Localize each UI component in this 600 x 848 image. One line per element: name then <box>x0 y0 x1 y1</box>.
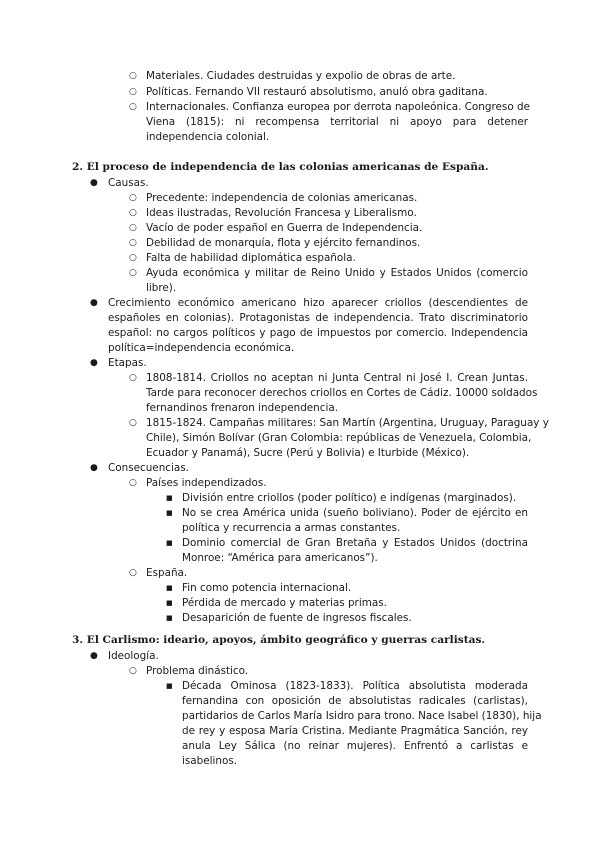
list-item-cont: fernandina con oposición de absolutistas radicales (carlistas), <box>182 695 528 707</box>
bullet-circle: ○ <box>129 418 137 428</box>
bullet-circle: ○ <box>129 223 137 233</box>
bullet-disc: ● <box>90 463 98 473</box>
list-item: 1815-1824. Campañas militares: San Martín (Argentina, Uruguay, Paraguay y <box>146 417 549 429</box>
bullet-circle: ○ <box>129 193 137 203</box>
list-item-cont: fernandinos frenaron independencia. <box>146 402 339 414</box>
list-item-cont: política=independencia económica. <box>108 342 295 354</box>
bullet-disc: ● <box>90 178 98 188</box>
bullet-square: ■ <box>166 682 173 690</box>
list-item-cont: de rey y esposa María Cristina. Mediante Pragmática Sanción, rey <box>182 725 528 737</box>
list-item: Etapas. <box>108 357 147 369</box>
list-item: No se crea América unida (sueño boliviano). Poder de ejército en <box>182 507 528 519</box>
bullet-square: ■ <box>166 539 173 547</box>
bullet-circle: ○ <box>129 71 137 81</box>
list-item-cont: independencia colonial. <box>146 131 270 143</box>
bullet-circle: ○ <box>129 253 137 263</box>
list-item: Crecimiento económico americano hizo aparecer criollos (descendientes de <box>108 297 528 309</box>
list-item: Consecuencias. <box>108 462 189 474</box>
list-item: Precedente: independencia de colonias americanas. <box>146 192 418 204</box>
list-item: Debilidad de monarquía, flota y ejército fernandinos. <box>146 237 421 249</box>
list-item-cont: partidarios de Carlos María Isidro para trono. Nace Isabel (1830), hija <box>182 710 542 722</box>
list-item: División entre criollos (poder político) e indígenas (marginados). <box>182 492 517 504</box>
bullet-disc: ● <box>90 651 98 661</box>
list-item: Ayuda económica y militar de Reino Unido y Estados Unidos (comercio <box>146 267 528 279</box>
list-item: Dominio comercial de Gran Bretaña y Estados Unidos (doctrina <box>182 537 528 549</box>
list-item: Políticas. Fernando VII restauró absolutismo, anuló obra gaditana. <box>146 86 488 98</box>
list-item: Vacío de poder español en Guerra de Independencia. <box>146 222 423 234</box>
list-item-cont: política y recurrencia a armas constantes. <box>182 522 401 534</box>
list-item: Internacionales. Confianza europea por derrota napoleónica. Congreso de <box>146 101 530 113</box>
list-item: Pérdida de mercado y materias primas. <box>182 597 387 609</box>
list-item: Ideología. <box>108 650 159 662</box>
bullet-square: ■ <box>166 494 173 502</box>
list-item-cont: Ecuador y Panamá), Sucre (Perú y Bolivia) e Iturbide (México). <box>146 447 470 459</box>
list-item: Desaparición de fuente de ingresos fiscales. <box>182 612 412 624</box>
list-item-cont: Tarde para reconocer derechos criollos en Cortes de Cádiz. 10000 soldados <box>146 387 538 399</box>
bullet-circle: ○ <box>129 568 137 578</box>
list-item-cont: libre). <box>146 282 177 294</box>
list-item-cont: español: no cargos políticos y pago de impuestos por comercio. Independencia <box>108 327 528 339</box>
bullet-square: ■ <box>166 584 173 592</box>
bullet-circle: ○ <box>129 373 137 383</box>
section-heading: 2. El proceso de independencia de las colonias americanas de España. <box>72 161 489 173</box>
list-item-cont: Viena (1815): ni recompensa territorial ni apoyo para detener <box>146 116 528 128</box>
list-item: Materiales. Ciudades destruidas y expolio de obras de arte. <box>146 70 456 82</box>
bullet-square: ■ <box>166 509 173 517</box>
list-item: 1808-1814. Criollos no aceptan ni Junta Central ni José I. Crean Juntas. <box>146 372 528 384</box>
bullet-disc: ● <box>90 358 98 368</box>
list-item: Países independizados. <box>146 477 267 489</box>
list-item-cont: españoles en colonias). Protagonistas de independencia. Trato discriminatorio <box>108 312 528 324</box>
list-item-cont: anula Ley Sálica (no reinar mujeres). Enfrentó a carlistas e <box>182 740 528 752</box>
list-item: Problema dinástico. <box>146 665 249 677</box>
section-heading: 3. El Carlismo: ideario, apoyos, ámbito geográfico y guerras carlistas. <box>72 634 486 646</box>
list-item: Falta de habilidad diplomática española. <box>146 252 356 264</box>
list-item: Década Ominosa (1823-1833). Política absolutista moderada <box>182 680 528 692</box>
bullet-circle: ○ <box>129 238 137 248</box>
bullet-circle: ○ <box>129 87 137 97</box>
list-item-cont: Monroe: “América para americanos”). <box>182 552 378 564</box>
bullet-square: ■ <box>166 599 173 607</box>
bullet-circle: ○ <box>129 208 137 218</box>
list-item-cont: isabelinos. <box>182 755 238 767</box>
bullet-circle: ○ <box>129 478 137 488</box>
bullet-square: ■ <box>166 614 173 622</box>
bullet-circle: ○ <box>129 102 137 112</box>
bullet-circle: ○ <box>129 268 137 278</box>
list-item: Causas. <box>108 177 149 189</box>
bullet-circle: ○ <box>129 666 137 676</box>
list-item: Ideas ilustradas, Revolución Francesa y Liberalismo. <box>146 207 417 219</box>
list-item: España. <box>146 567 188 579</box>
list-item: Fin como potencia internacional. <box>182 582 352 594</box>
list-item-cont: Chile), Simón Bolívar (Gran Colombia: repúblicas de Venezuela, Colombia, <box>146 432 532 444</box>
bullet-disc: ● <box>90 298 98 308</box>
